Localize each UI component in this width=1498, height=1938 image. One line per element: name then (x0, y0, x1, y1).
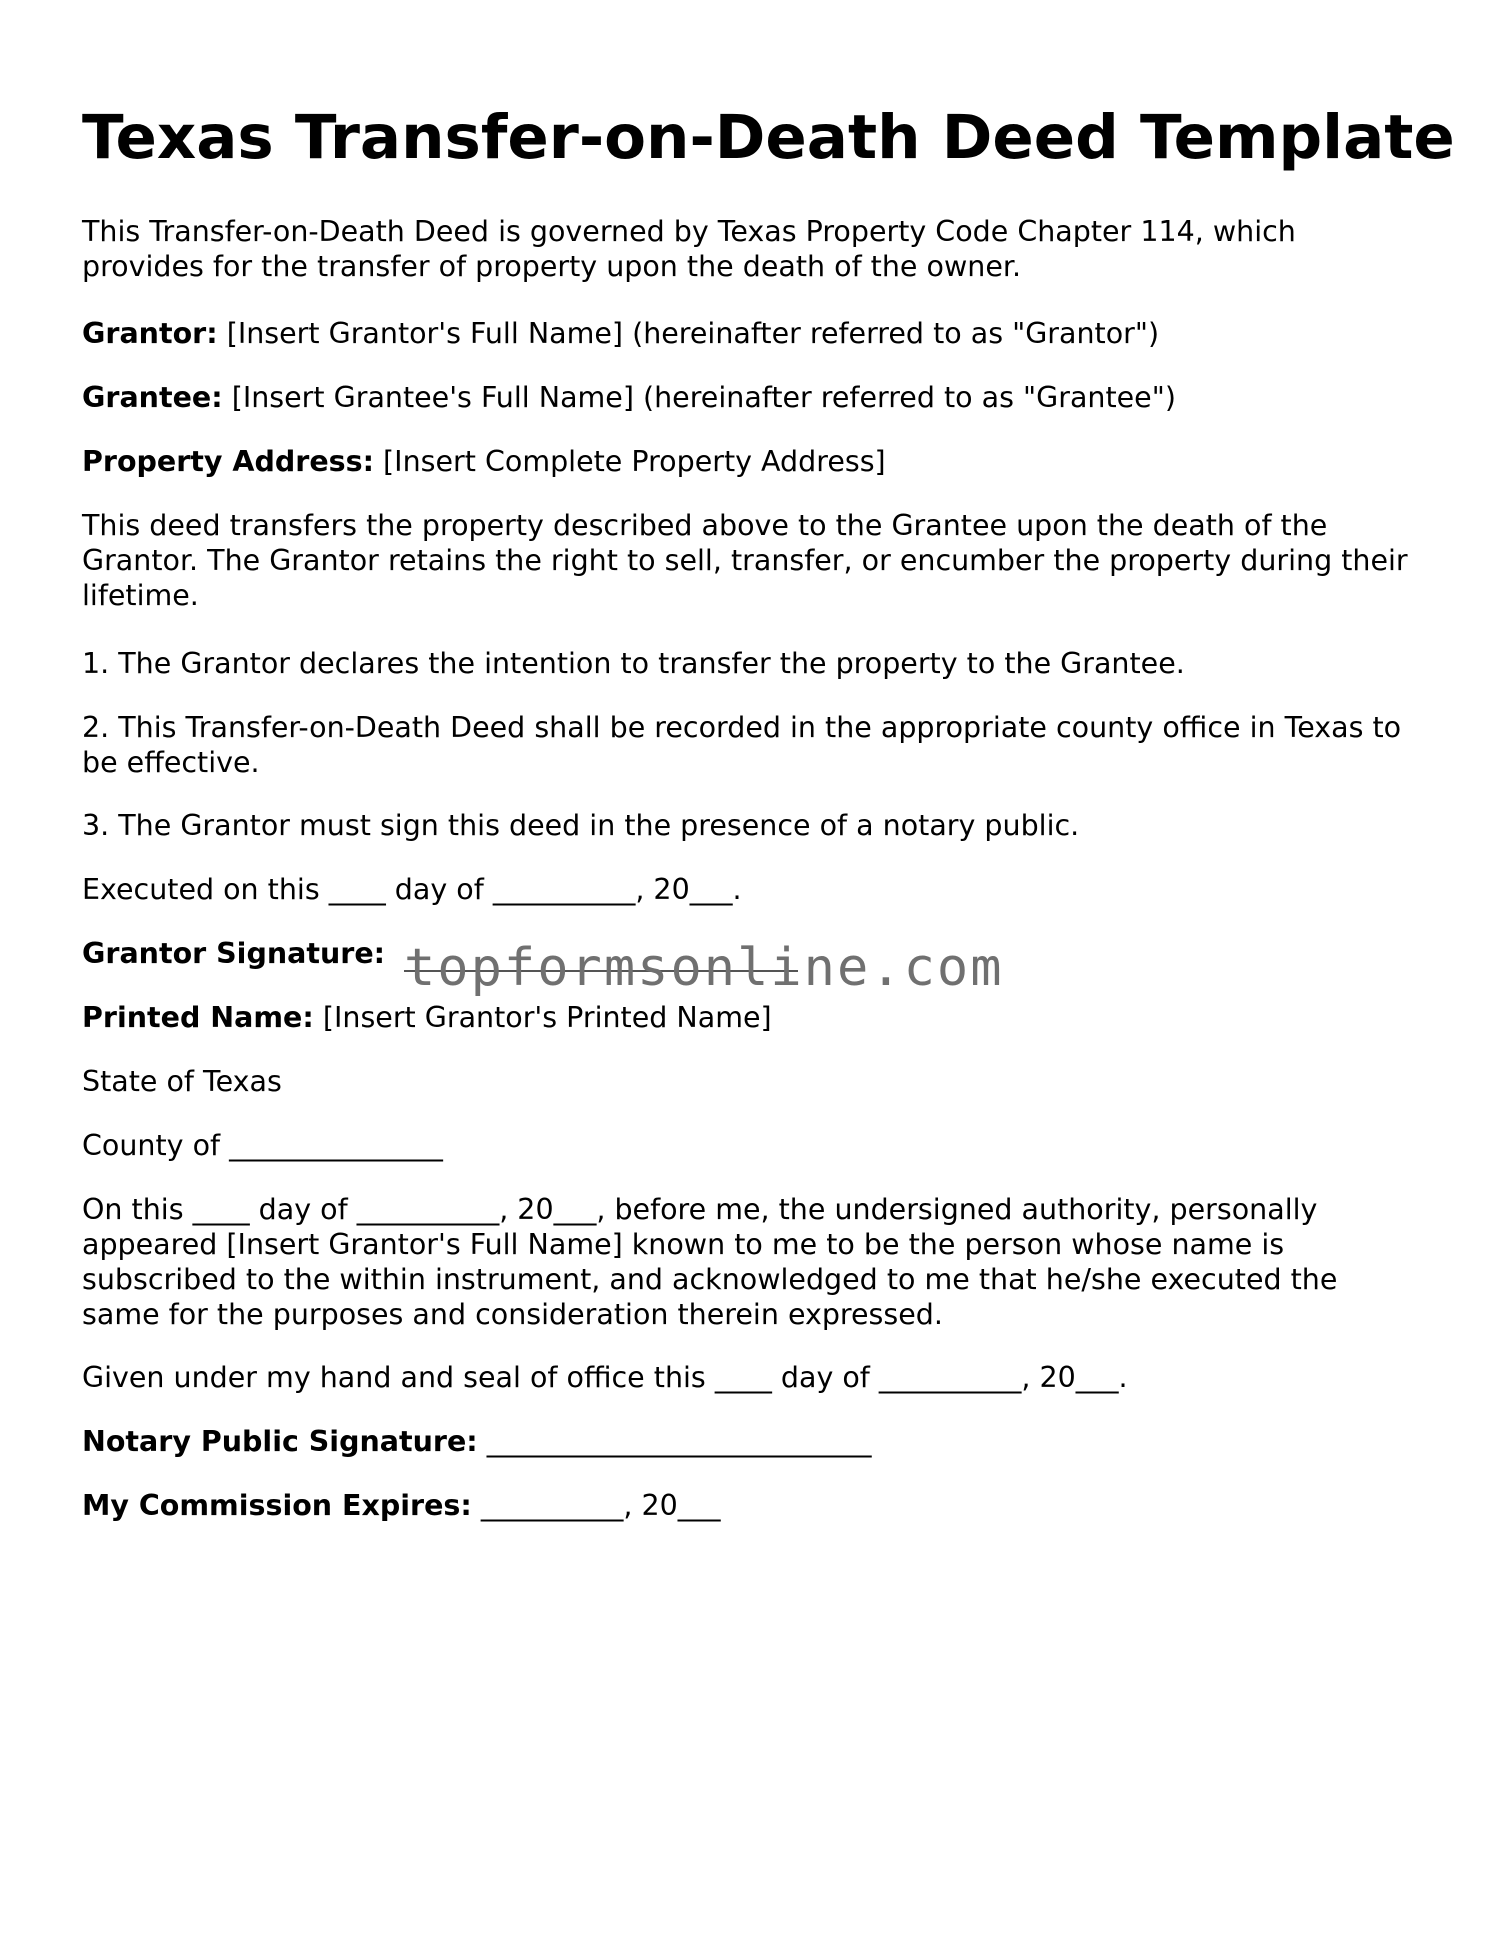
page-title: Texas Transfer-on-Death Deed Template (82, 102, 1455, 173)
property-label: Property Address: (82, 445, 374, 478)
commission-line (82, 1488, 1422, 1523)
executed-line: Executed on this ____ day of __________, 20___. (82, 873, 742, 906)
watermark: topformsonline.com (404, 938, 1004, 998)
grantee-line (82, 380, 1422, 415)
property-value: [Insert Complete Property Address] (374, 445, 886, 478)
state-line: State of Texas (82, 1065, 282, 1098)
notary-signature-line (82, 1424, 1422, 1459)
grantor-label: Grantor: (82, 317, 218, 350)
printed-name-label: Printed Name: (82, 1001, 314, 1034)
printed-name-value: [Insert Grantor's Printed Name] (313, 1001, 772, 1034)
transfer-paragraph: This deed transfers the property described above to the Grantee upon the death of the Grantor. The Grantor retains the right to sell, transfer, or encumber the property during their lifetime. (82, 509, 1408, 612)
clause-3: 3. The Grantor must sign this deed in the presence of a notary public. (82, 809, 1080, 842)
grantee-value: [Insert Grantee's Full Name] (hereinafter referred to as "Grantee") (222, 381, 1176, 414)
notary-signature-label: Notary Public Signature: (82, 1425, 478, 1458)
commission-value: __________, 20___ (471, 1489, 721, 1522)
clause-1: 1. The Grantor declares the intention to transfer the property to the Grantee. (82, 647, 1185, 680)
intro-paragraph: This Transfer-on-Death Deed is governed by Texas Property Code Chapter 114, which provides for the transfer of property upon the death of the owner. (82, 215, 1296, 283)
acknowledgment-paragraph: On this ____ day of __________, 20___, before me, the undersigned authority, personally appeared [Insert Grantor's Full Name] known to me to be the person whose name is subscribed to the within instrument, and acknowledged to me that he/she executed the same for the purposes and consideration therein expressed. (82, 1193, 1338, 1331)
grantor-value: [Insert Grantor's Full Name] (hereinafter referred to as "Grantor") (217, 317, 1160, 350)
printed-name-line (82, 1000, 1422, 1035)
county-line: County of _______________ (82, 1129, 443, 1162)
grantor-line (82, 316, 1422, 351)
grantor-signature-label: Grantor Signature: (82, 937, 386, 970)
grantee-label: Grantee: (82, 381, 223, 414)
notary-signature-value: ___________________________ (477, 1425, 872, 1458)
given-line: Given under my hand and seal of office this ____ day of __________, 20___. (82, 1361, 1128, 1394)
commission-label: My Commission Expires: (82, 1489, 472, 1522)
property-line (82, 444, 1422, 479)
clause-2: 2. This Transfer-on-Death Deed shall be recorded in the appropriate county office in Texas to be effective. (82, 711, 1402, 779)
